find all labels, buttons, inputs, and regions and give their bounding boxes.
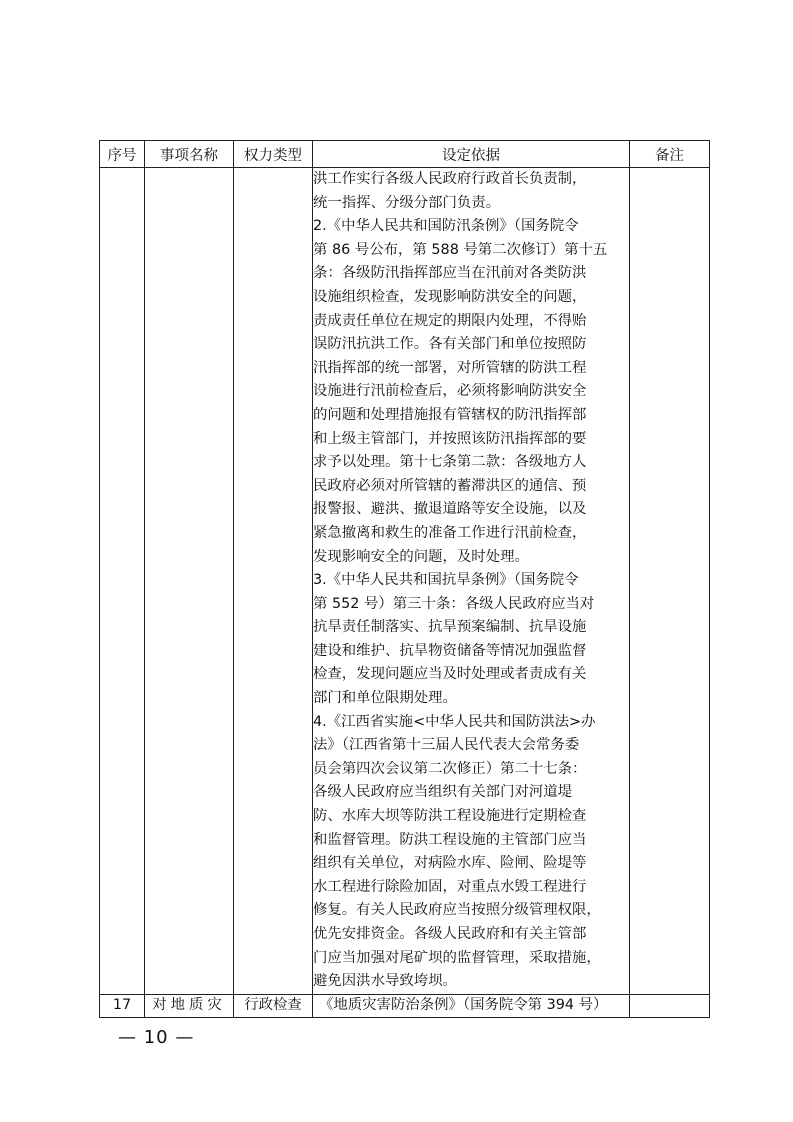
basis-line: 民政府必须对所管辖的蓄滞洪区的通信、预 (313, 477, 587, 494)
basis-line: 门应当加强对尾矿坝的监督管理，采取措施， (313, 949, 601, 966)
header-note: 备注 (630, 141, 710, 168)
cell-basis: 《地质灾害防治条例》（国务院令第 394 号） (313, 994, 630, 1017)
cell-item-name: 对地质灾 (145, 994, 234, 1017)
header-item-name: 事项名称 (145, 141, 234, 168)
basis-line: 法》（江西省第十三届人民代表大会常务委 (313, 737, 580, 754)
authority-table (99, 140, 710, 1018)
cell-note (630, 994, 710, 1017)
cell-item-name (145, 168, 234, 995)
cell-basis (313, 168, 630, 995)
basis-line: 汛指挥部的统一部署，对所管辖的防洪工程 (313, 359, 587, 376)
basis-line: 3.《中华人民共和国抗旱条例》（国务院令 (313, 572, 579, 589)
basis-line: 优先安排资金。各级人民政府和有关主管部 (313, 926, 587, 942)
basis-line: 的问题和处理措施报有管辖权的防汛指挥部 (313, 406, 587, 423)
basis-line: 员会第四次会议第二次修正）第二十七条： (313, 760, 587, 777)
basis-line: 责成责任单位在规定的期限内处理，不得贻 (313, 312, 587, 329)
basis-line: 部门和单位限期处理。 (313, 690, 457, 707)
basis-line: 防、水库大坝等防洪工程设施进行定期检查 (313, 808, 587, 825)
basis-line: 报警报、避洪、撤退道路等安全设施，以及 (313, 501, 587, 518)
table-row-17 (100, 994, 710, 1017)
basis-line: 设施进行汛前检查后，必须将影响防洪安全 (313, 383, 587, 400)
basis-line: 组织有关单位，对病险水库、险闸、险堤等 (313, 855, 587, 872)
cell-index: 17 (100, 994, 145, 1017)
header-basis: 设定依据 (313, 141, 630, 168)
table-row-continued (100, 168, 710, 995)
basis-line: 求予以处理。第十七条第二款：各级地方人 (313, 454, 587, 471)
basis-line: 紧急撤离和救生的准备工作进行汛前检查， (313, 524, 587, 541)
basis-line: 条：各级防汛指挥部应当在汛前对各类防洪 (313, 265, 587, 282)
basis-line: 发现影响安全的问题，及时处理。 (313, 548, 529, 565)
basis-line: 检查，发现问题应当及时处理或者责成有关 (313, 666, 587, 683)
basis-line: 各级人民政府应当组织有关部门对河道堤 (313, 784, 573, 801)
basis-line: 和监督管理。防洪工程设施的主管部门应当 (313, 831, 587, 848)
cell-note (630, 168, 710, 995)
basis-line: 4.《江西省实施<中华人民共和国防洪法>办 (313, 713, 596, 730)
basis-line: 建设和维护、抗旱物资储备等情况加强监督 (313, 642, 587, 659)
basis-line: 误防汛抗洪工作。各有关部门和单位按照防 (313, 336, 587, 353)
cell-index (100, 168, 145, 995)
basis-line: 水工程进行除险加固，对重点水毁工程进行 (313, 878, 587, 895)
basis-line: 第 86 号公布，第 588 号第二次修订）第十五 (313, 241, 608, 258)
table-header-row (100, 141, 710, 168)
basis-line: 2.《中华人民共和国防汛条例》（国务院令 (313, 218, 579, 235)
header-power-type: 权力类型 (234, 141, 313, 168)
basis-line: 修复。有关人民政府应当按照分级管理权限， (313, 902, 601, 919)
header-index: 序号 (100, 141, 145, 168)
basis-line: 避免因洪水导致垮坝。 (313, 973, 457, 990)
cell-power-type: 行政检查 (234, 994, 313, 1017)
basis-line: 设施组织检查，发现影响防洪安全的问题， (313, 288, 587, 305)
cell-power-type (234, 168, 313, 995)
basis-line: 统一指挥、分级分部门负责。 (313, 194, 501, 211)
basis-line: 和上级主管部门，并按照该防汛指挥部的要 (313, 430, 587, 447)
basis-line: 第 552 号）第三十条：各级人民政府应当对 (313, 595, 595, 612)
basis-line: 洪工作实行各级人民政府行政首长负责制， (313, 171, 587, 187)
basis-line: 抗旱责任制落实、抗旱预案编制、抗旱设施 (313, 619, 587, 636)
page-number: — 10 — (118, 1027, 195, 1048)
